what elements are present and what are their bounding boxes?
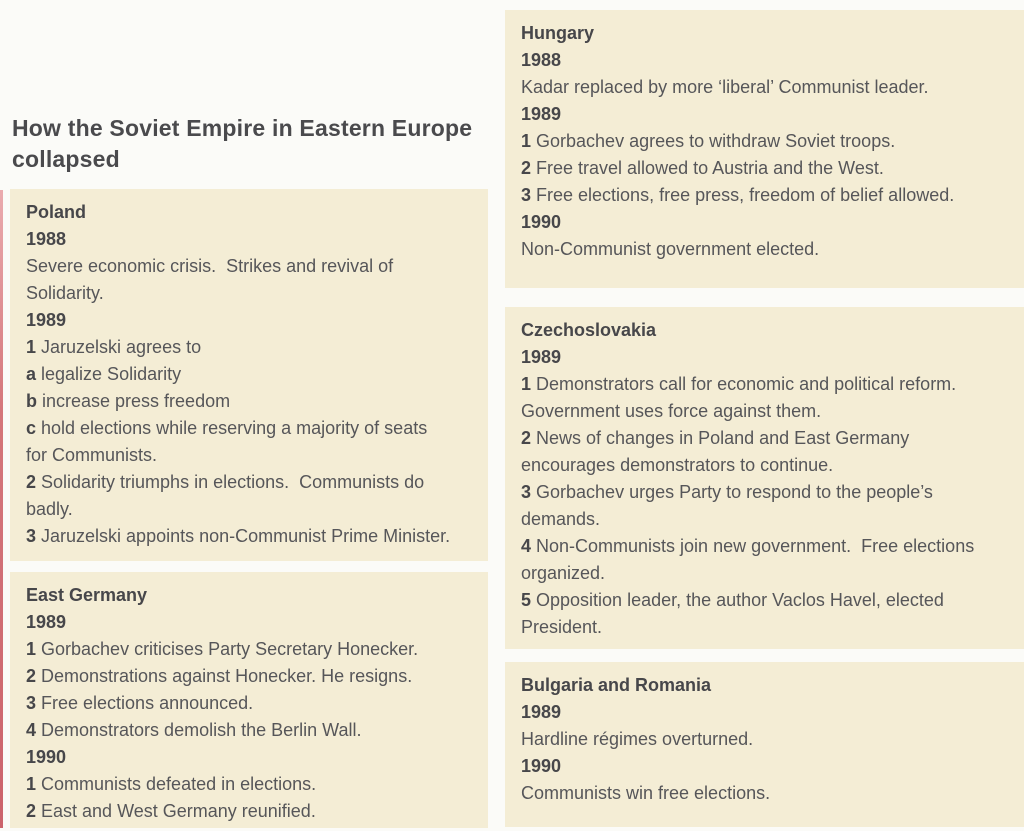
year-line: 1989 <box>26 612 67 632</box>
item-marker: 2 <box>26 472 37 492</box>
timeline-line: b increase press freedom <box>26 391 231 411</box>
item-marker: 1 <box>26 639 37 659</box>
year-line: 1988 <box>521 50 562 70</box>
timeline-line: 4 Demonstrators demolish the Berlin Wall. <box>26 720 362 740</box>
item-marker: 3 <box>26 526 37 546</box>
timeline-line: organized. <box>521 563 606 583</box>
panel-hungary <box>505 10 1024 288</box>
panel-title-east-germany: East Germany <box>26 585 148 605</box>
timeline-line: 3 Gorbachev urges Party to respond to the people’s <box>521 482 933 502</box>
timeline-line: 1 Gorbachev agrees to withdraw Soviet troops. <box>521 131 896 151</box>
timeline-line: Non-Communist government elected. <box>521 239 820 259</box>
item-marker: 3 <box>521 185 532 205</box>
item-marker: c <box>26 418 37 438</box>
timeline-line: 3 Free elections, free press, freedom of belief allowed. <box>521 185 955 205</box>
year-line: 1990 <box>521 212 562 232</box>
timeline-line: 2 News of changes in Poland and East Germany <box>521 428 910 448</box>
year-line: 1988 <box>26 229 67 249</box>
timeline-line: encourages demonstrators to continue. <box>521 455 834 475</box>
year-line: 1990 <box>521 756 562 776</box>
panel-title-poland: Poland <box>26 202 87 222</box>
panel-poland <box>10 189 488 561</box>
panel-east-germany <box>10 572 488 828</box>
item-marker: 1 <box>521 131 532 151</box>
timeline-line: President. <box>521 617 603 637</box>
item-marker: 2 <box>26 801 37 821</box>
panel-title-hungary: Hungary <box>521 23 595 43</box>
timeline-line: 2 Demonstrations against Honecker. He resigns. <box>26 666 413 686</box>
timeline-line: for Communists. <box>26 445 158 465</box>
timeline-line: Solidarity. <box>26 283 104 303</box>
item-marker: 1 <box>26 337 37 357</box>
panel-title-czechoslovakia: Czechoslovakia <box>521 320 657 340</box>
item-marker: 2 <box>26 666 37 686</box>
timeline-line: 3 Free elections announced. <box>26 693 254 713</box>
timeline-line: 2 Free travel allowed to Austria and the West. <box>521 158 884 178</box>
timeline-line: 4 Non-Communists join new government. Free elections <box>521 536 975 556</box>
year-line: 1989 <box>521 347 562 367</box>
panel-czechoslovakia <box>505 307 1024 649</box>
item-marker: 5 <box>521 590 532 610</box>
timeline-line: Government uses force against them. <box>521 401 822 421</box>
timeline-line: 5 Opposition leader, the author Vaclos Havel, elected <box>521 590 944 610</box>
timeline-line: badly. <box>26 499 73 519</box>
page-edge-strip <box>0 190 3 828</box>
year-line: 1990 <box>26 747 67 767</box>
item-marker: 1 <box>26 774 37 794</box>
timeline-line: 1 Gorbachev criticises Party Secretary Honecker. <box>26 639 419 659</box>
timeline-line: c hold elections while reserving a majority of seats <box>26 418 428 438</box>
item-marker: 3 <box>26 693 37 713</box>
panel-bulgaria-romania <box>505 662 1024 827</box>
item-marker: 2 <box>521 428 532 448</box>
timeline-line: Hardline régimes overturned. <box>521 729 754 749</box>
timeline-line: Severe economic crisis. Strikes and revival of <box>26 256 394 276</box>
timeline-line: 1 Jaruzelski agrees to <box>26 337 202 357</box>
timeline-line: 3 Jaruzelski appoints non-Communist Prime Minister. <box>26 526 451 546</box>
timeline-line: 1 Demonstrators call for economic and political reform. <box>521 374 957 394</box>
item-marker: b <box>26 391 37 411</box>
item-marker: 4 <box>521 536 532 556</box>
timeline-line: 2 Solidarity triumphs in elections. Communists do <box>26 472 425 492</box>
timeline-line: 2 East and West Germany reunified. <box>26 801 316 821</box>
timeline-line: Communists win free elections. <box>521 783 771 803</box>
year-line: 1989 <box>26 310 67 330</box>
page-title <box>12 113 492 175</box>
timeline-line: Kadar replaced by more ‘liberal’ Communist leader. <box>521 77 929 97</box>
item-marker: 3 <box>521 482 532 502</box>
panel-title-bulgaria-romania: Bulgaria and Romania <box>521 675 712 695</box>
page-title-line-1: How the Soviet Empire in Eastern Europe <box>12 115 473 141</box>
timeline-line: demands. <box>521 509 601 529</box>
timeline-line: 1 Communists defeated in elections. <box>26 774 317 794</box>
year-line: 1989 <box>521 104 562 124</box>
year-line: 1989 <box>521 702 562 722</box>
timeline-line: a legalize Solidarity <box>26 364 182 384</box>
item-marker: 2 <box>521 158 532 178</box>
item-marker: 4 <box>26 720 37 740</box>
item-marker: a <box>26 364 37 384</box>
item-marker: 1 <box>521 374 532 394</box>
page-title-line-2: collapsed <box>12 146 120 172</box>
